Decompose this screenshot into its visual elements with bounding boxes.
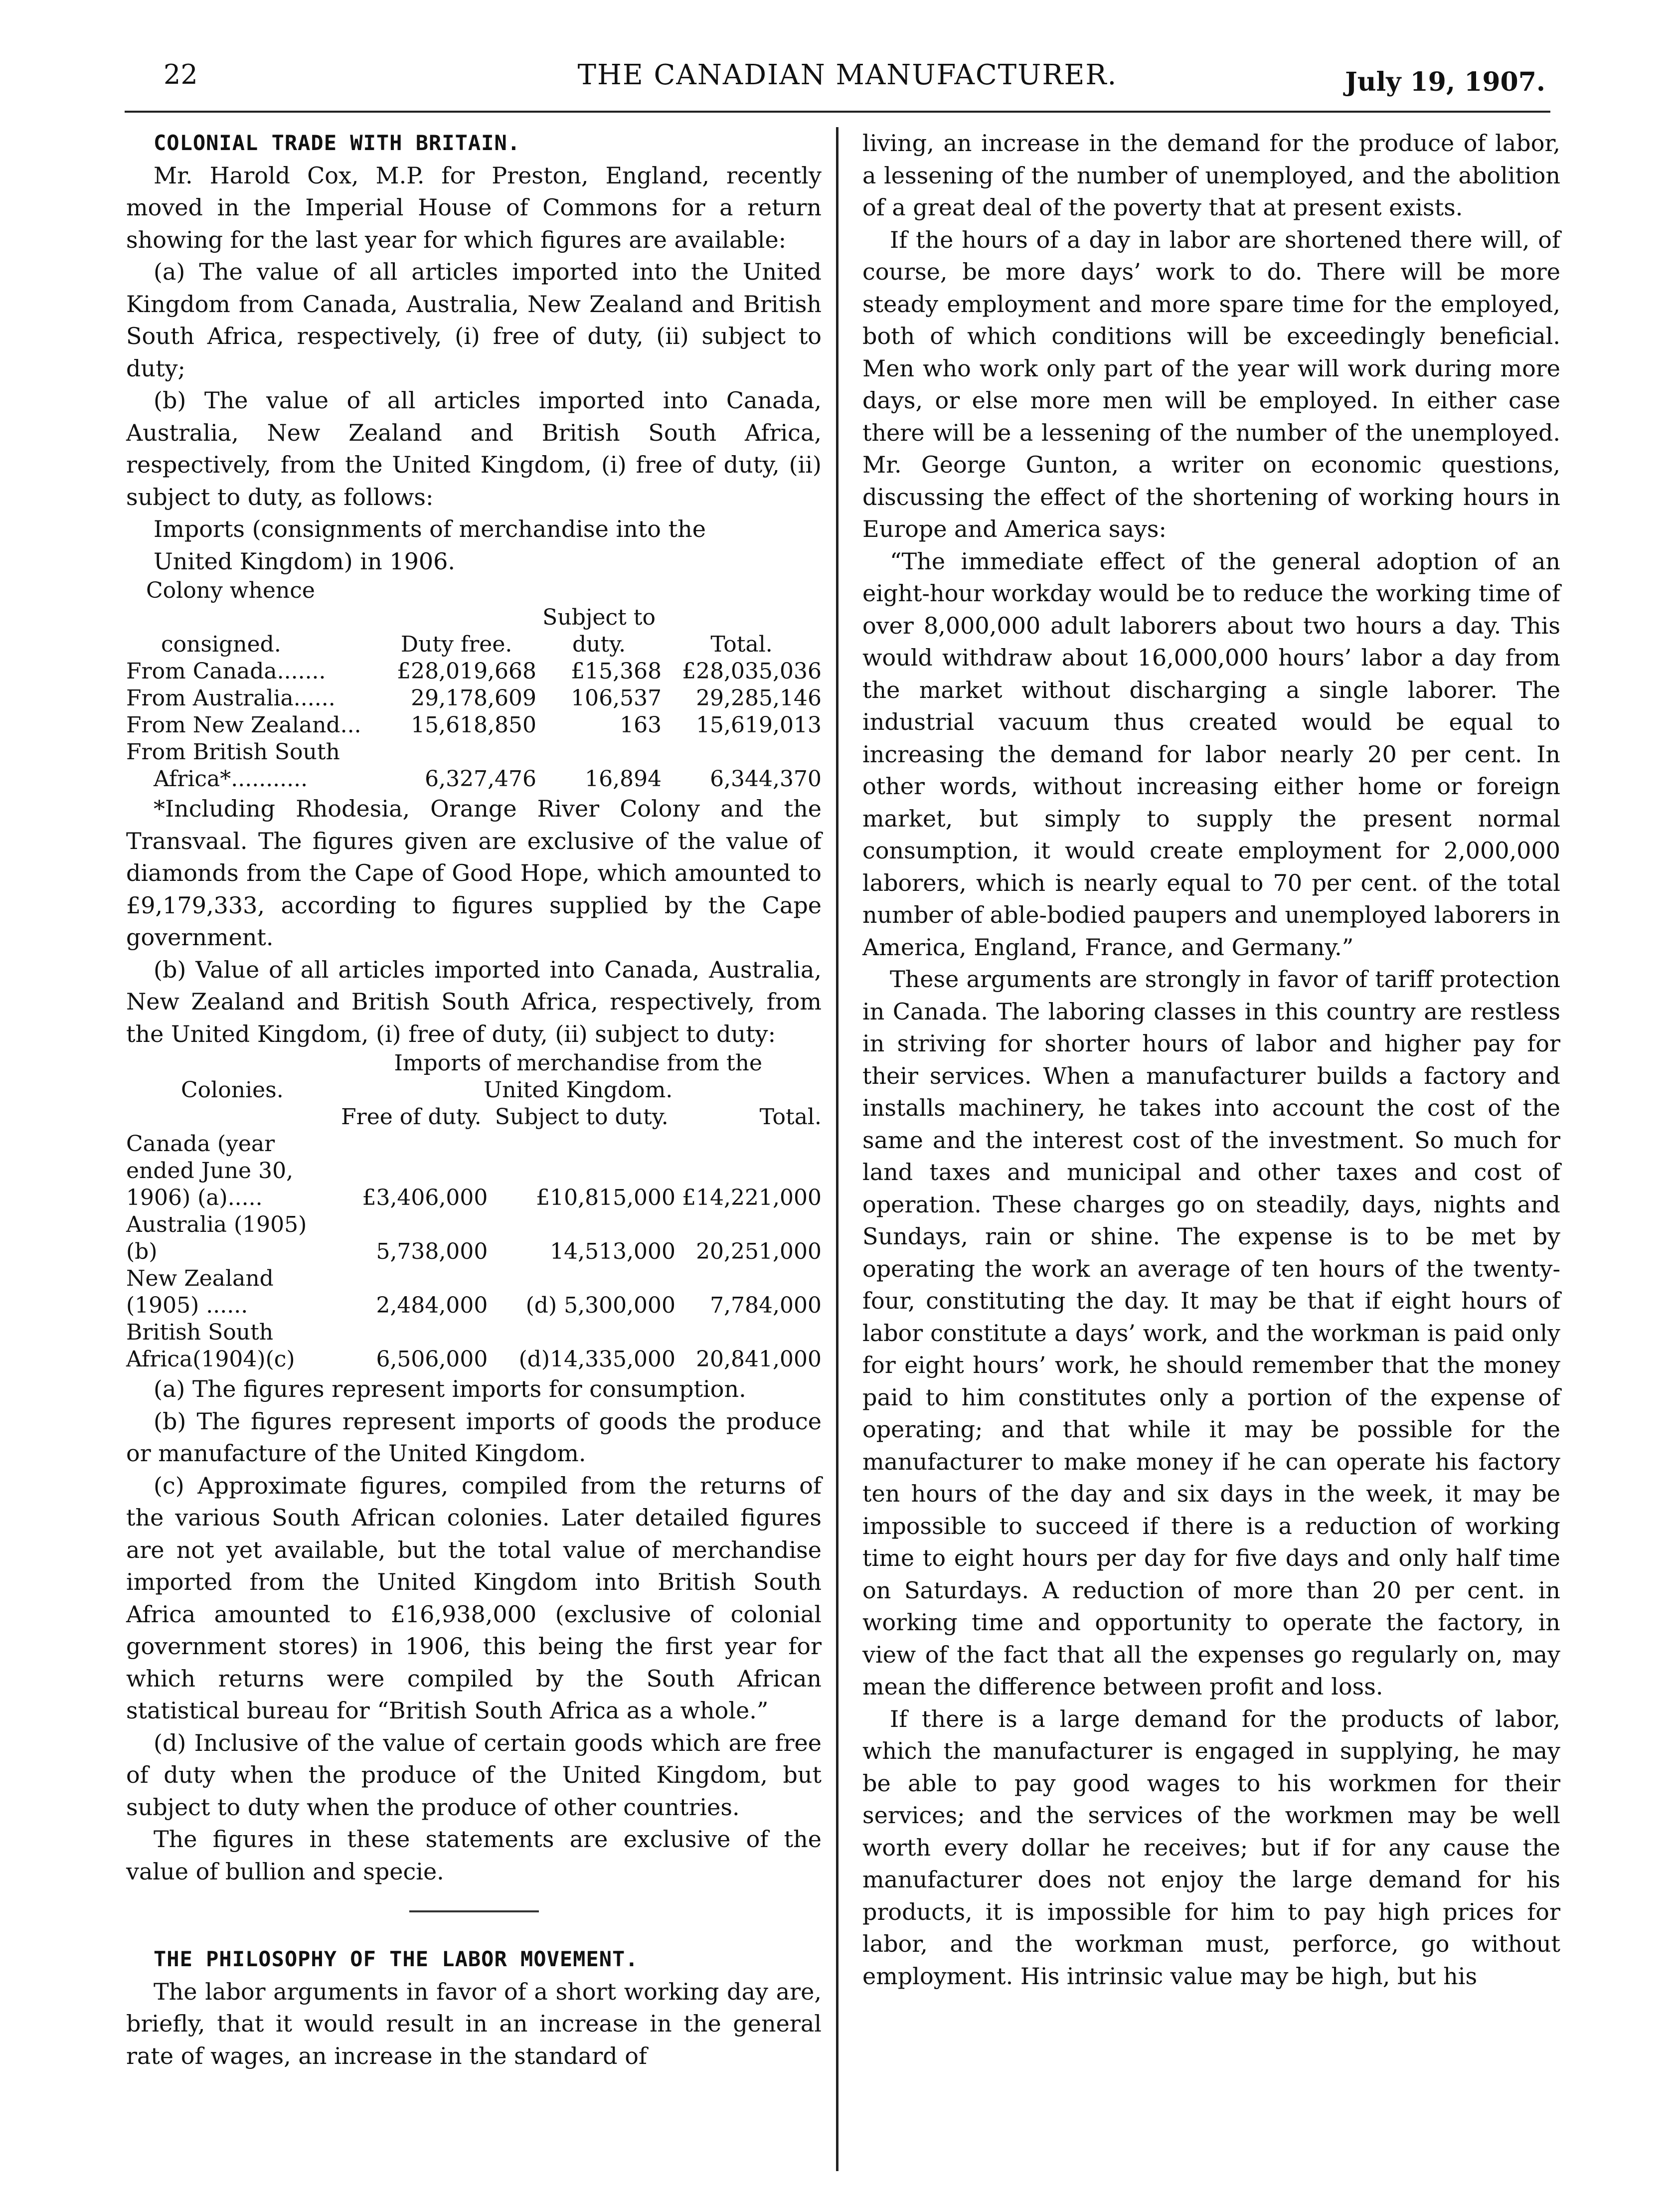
table1-header-duty-free: Duty free. <box>400 632 512 657</box>
table1-header-subject-to-duty: Subject to duty. <box>542 605 656 657</box>
table-row <box>126 739 822 766</box>
table2-header-total: Total. <box>759 1104 822 1130</box>
table1-total: £28,035,036 <box>682 659 822 684</box>
table-row <box>126 766 822 793</box>
table1-duty-free: £28,019,668 <box>397 659 537 684</box>
table-row <box>126 685 822 712</box>
imports-from-uk-table <box>126 1050 822 1373</box>
table-row <box>126 712 822 739</box>
table1-colony: From Canada....... <box>126 659 326 684</box>
table2-colony: Australia (1905) (b) <box>126 1212 307 1264</box>
table2-colony: Canada (year ended June 30, 1906) (a)..... <box>126 1131 294 1210</box>
article-heading-labor-movement: THE PHILOSOPHY OF THE LABOR MOVEMENT. <box>154 1947 639 1971</box>
article-heading-colonial-trade: COLONIAL TRADE WITH BRITAIN. <box>154 131 521 155</box>
table-row <box>126 1131 822 1211</box>
article-item-a: (a) The value of all articles imported into the United Kingdom from Canada, Australia, New Zealand and British South Africa, respectively, (i) free of duty, (ii) subject to duty; <box>126 258 822 382</box>
table1-colony: Africa*........... <box>154 766 308 792</box>
note-d: (d) Inclusive of the value of certain goods which are free of duty when the produce of the United Kingdom, but subject to duty when the produce of other countries. <box>126 1729 822 1821</box>
table1-colony: From British South <box>126 739 340 765</box>
table1-colony: From New Zealand... <box>126 712 361 738</box>
table2-free: 2,484,000 <box>376 1293 488 1318</box>
right-column <box>862 127 1560 1992</box>
table1-header-colony-line2: consigned. <box>161 632 281 657</box>
table1-total: 15,619,013 <box>696 712 822 738</box>
table1-subject: 163 <box>620 712 662 738</box>
footnote-star: *Including Rhodesia, Orange River Colony and the Transvaal. The figures given are exclusive of the value of diamonds from the Cape of Good Hope, which amounted to £9,179,333, according to figures supplied by the Cape government. <box>126 795 822 951</box>
table-row <box>126 1265 822 1319</box>
table2-colony: New Zealand (1905) ...... <box>126 1266 274 1318</box>
journal-title: THE CANADIAN MANUFACTURER. <box>577 59 1118 91</box>
labor-paragraph-1-start: The labor arguments in favor of a short working day are, briefly, that it would result in an increase in the general rate of wages, an increase in the standard of <box>126 1978 822 2069</box>
table-row <box>126 1319 822 1373</box>
table2-free: 5,738,000 <box>376 1239 488 1264</box>
table2-header-free: Free of duty. <box>341 1104 482 1130</box>
table1-header-colony-line1: Colony whence <box>146 578 315 603</box>
table2-header-colonies: Colonies. <box>181 1077 284 1103</box>
table1-subject: 16,894 <box>585 766 662 792</box>
table2-subject: £10,815,000 <box>536 1185 676 1210</box>
table2-total: 7,784,000 <box>710 1293 822 1318</box>
labor-paragraph-2: If the hours of a day in labor are shortened there will, of course, be more days’ work to do. There will be more steady employment and more spare time for the employed, both of which conditions will be exceedingly beneficial. Men who work only part of the year will work during more days, or else more men will be employed. In either case there will be a lessening of the number of the unemployed. Mr. George Gunton, a writer on economic questions, discussing the effect of the shortening of working hours in Europe and America says: <box>862 226 1560 542</box>
imports-into-uk-table <box>126 577 822 793</box>
page-number: 22 <box>164 59 198 90</box>
table1-duty-free <box>376 739 536 766</box>
table1-subject <box>536 739 662 766</box>
labor-paragraph-3-quote: “The immediate effect of the general adoption of an eight-hour workday would be to reduce the working time of over 8,000,000 adult laborers about two hours a day. This would withdraw about 16,000,000 hours’ labor a day from the market without discharging a single laborer. The industrial vacuum thus created would be equal to increasing the demand for labor nearly 20 per cent. In other words, without increasing either home or foreign market, but simply to supply the present normal consumption, it would create employment for 2,000,000 laborers, which is nearly equal to 70 per cent. of the total number of able-bodied paupers and unemployed laborers in America, England, France, and Germany.” <box>862 547 1560 961</box>
table1-duty-free: 15,618,850 <box>411 712 537 738</box>
page-header <box>150 59 1545 114</box>
table2-total: 20,841,000 <box>696 1347 822 1372</box>
table2-caption-line2: United Kingdom. <box>484 1077 673 1103</box>
table1-duty-free: 6,327,476 <box>425 766 537 792</box>
labor-paragraph-4: These arguments are strongly in favor of tariff protection in Canada. The laboring classes in this country are restless in striving for shorter hours of labor and higher pay for their services. When a manufacturer builds a factory and installs machinery, he takes into account the cost of the same and the interest cost of the investment. So much for land taxes and municipal and other taxes and cost of operation. These charges go on steadily, days, nights and Sundays, rain or shine. The expense is to be met by operating the work an average of ten hours of the twenty-four, constituting the day. It may be that if eight hours of labor constitute a days’ work, and the workman is paid only for eight hours’ work, he should remember that the money paid to him constitutes only a portion of the expense of operating; and that while it may be possible for the manufacturer to make money if he can operate his factory ten hours of the day and six days in the week, it may be impossible to succeed if there is a reduction of working time to eight hours per day for five days and only half time on Saturdays. A reduction of more than 20 per cent. in working time and opportunity to operate the factory, in view of the fact that all the expenses go regularly on, may mean the difference between profit and loss. <box>862 966 1560 1700</box>
note-c: (c) Approximate figures, compiled from the returns of the various South African colonies. Later detailed figures are not yet available, but the total value of merchandise imported from the United Kingdom into British South Africa amounted to £16,938,000 (exclusive of colonial government stores) in 1906, this being the first year for which returns were compiled by the South African statistical bureau for “British South Africa as a whole.” <box>126 1472 822 1724</box>
table2-subject: (d) 5,300,000 <box>525 1293 676 1318</box>
table-row <box>126 658 822 685</box>
article-item-b: (b) The value of all articles imported into Canada, Australia, New Zealand and British South Africa, respectively, from the United Kingdom, (i) free of duty, (ii) subject to duty, as follows: <box>126 387 822 510</box>
table2-free: 6,506,000 <box>376 1347 488 1372</box>
section-divider <box>409 1910 539 1912</box>
table2-colony: British South Africa(1904)(c) <box>126 1320 295 1372</box>
table1-subject: 106,537 <box>571 685 662 711</box>
table-row <box>126 1211 822 1265</box>
issue-date: July 19, 1907. <box>1345 67 1545 97</box>
table1-subject: £15,368 <box>571 659 662 684</box>
article-intro: Mr. Harold Cox, M.P. for Preston, England, recently moved in the Imperial House of Commons for a return showing for the last year for which figures are available: <box>126 162 822 253</box>
table2-subject: (d)14,335,000 <box>518 1347 676 1372</box>
table1-total <box>662 739 822 766</box>
table1-caption-line2: United Kingdom) in 1906. <box>154 547 456 575</box>
table2-total: £14,221,000 <box>682 1185 822 1210</box>
left-column <box>126 127 822 2072</box>
table2-free: £3,406,000 <box>362 1185 488 1210</box>
labor-paragraph-1-continued: living, an increase in the demand for the produce of labor, a lessening of the number of unemployed, and the abolition of a great deal of the poverty that at present exists. <box>862 130 1560 221</box>
article-item-b2: (b) Value of all articles imported into Canada, Australia, New Zealand and British South Africa, respectively, from the United Kingdom, (i) free of duty, (ii) subject to duty: <box>126 956 822 1047</box>
header-rule <box>125 111 1550 113</box>
closing-paragraph: The figures in these statements are exclusive of the value of bullion and specie. <box>126 1826 822 1885</box>
note-b: (b) The figures represent imports of goods the produce or manufacture of the United Kingdom. <box>126 1407 822 1467</box>
table2-header-subject: Subject to duty. <box>495 1104 668 1130</box>
labor-paragraph-5: If there is a large demand for the products of labor, which the manufacturer is engaged in supplying, he may be able to pay good wages to his workmen for their services; and the services of the workmen may be well worth every dollar he receives; but if for any cause the manufacturer does not enjoy the large demand for his products, it is impossible for him to pay high prices for labor, and the workman must, perforce, go without employment. His intrinsic value may be high, but his <box>862 1705 1560 1990</box>
column-divider <box>836 127 838 2171</box>
table2-caption-line1: Imports of merchandise from the <box>394 1050 763 1076</box>
table1-total: 6,344,370 <box>710 766 822 792</box>
table1-duty-free: 29,178,609 <box>411 685 537 711</box>
table1-header-total: Total. <box>710 632 773 657</box>
table1-caption-line1: Imports (consignments of merchandise into the <box>154 515 706 542</box>
table1-total: 29,285,146 <box>696 685 822 711</box>
table2-subject: 14,513,000 <box>550 1239 676 1264</box>
table2-total: 20,251,000 <box>696 1239 822 1264</box>
table1-colony: From Australia...... <box>126 685 335 711</box>
note-a: (a) The figures represent imports for consumption. <box>154 1375 746 1402</box>
